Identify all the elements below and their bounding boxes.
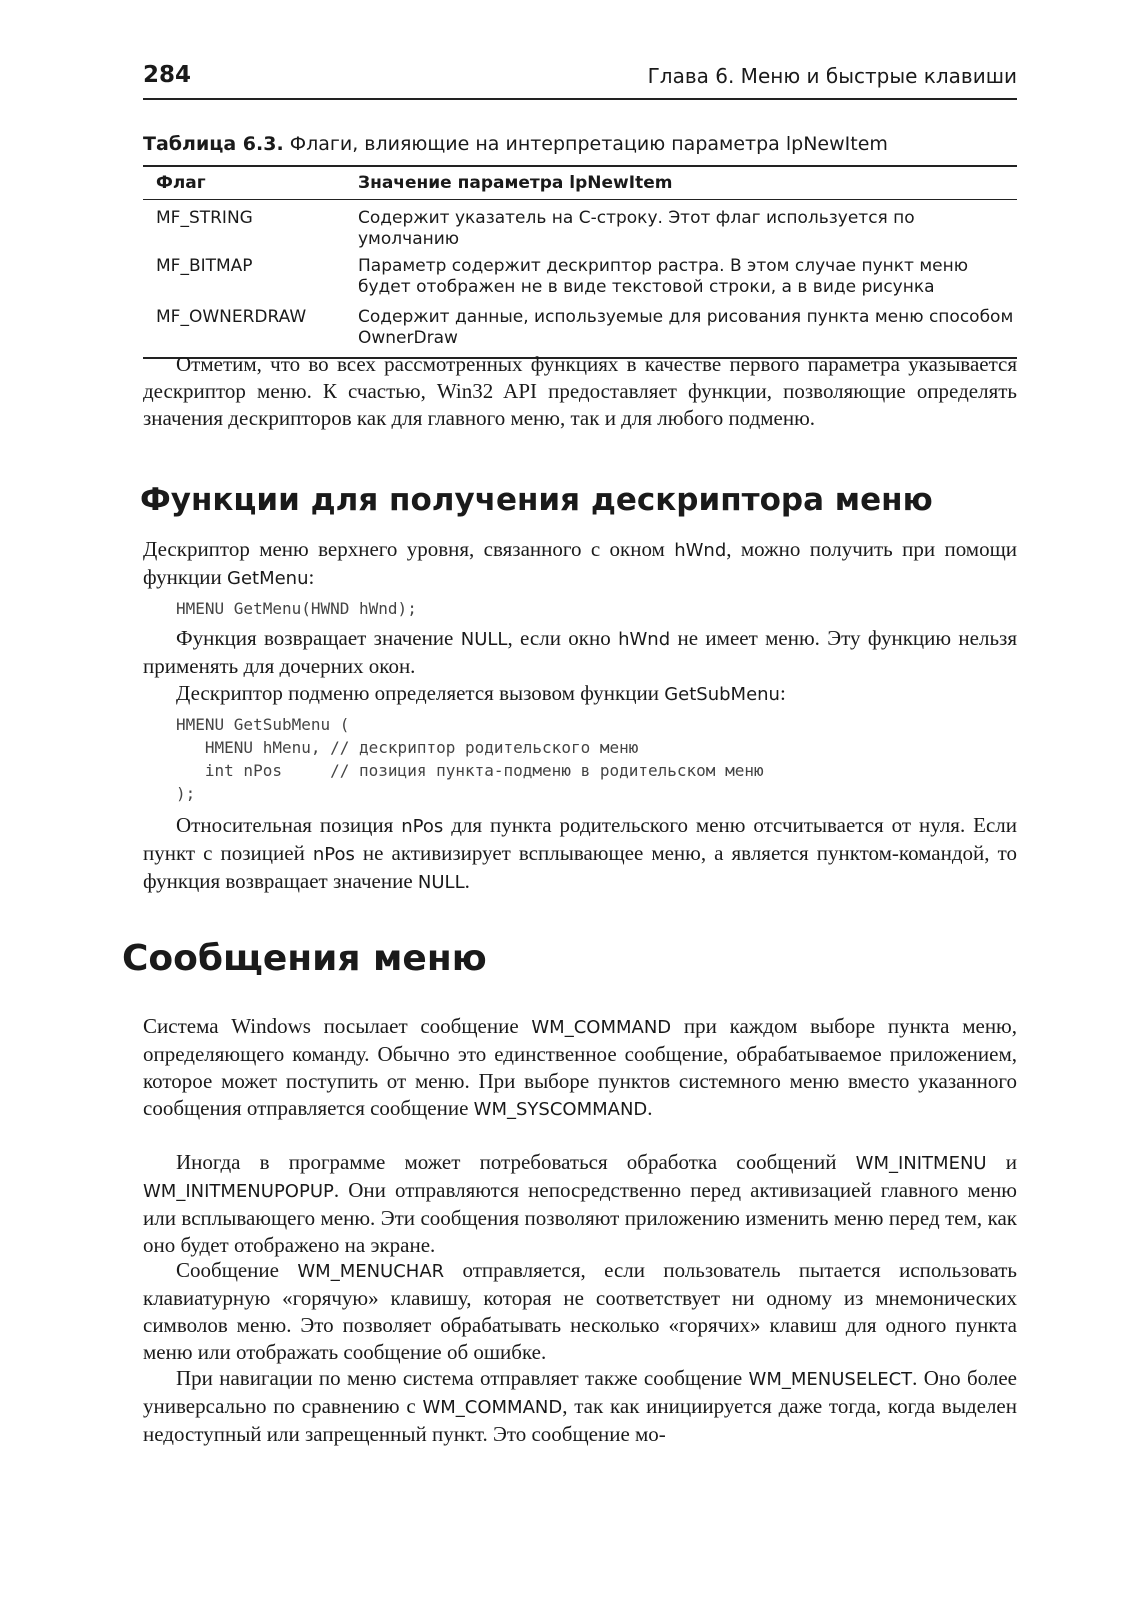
paragraph-wm-menuchar bbox=[143, 1257, 1017, 1366]
code-term: WM_MENUSELECT bbox=[748, 1369, 913, 1390]
code-term: NULL bbox=[460, 629, 508, 650]
paragraph-getmenu bbox=[143, 536, 1017, 592]
column-header-meaning: Значение параметра lpNewItem bbox=[345, 166, 1017, 200]
table-caption bbox=[143, 133, 888, 155]
text-run: Функция возвращает значение bbox=[176, 626, 461, 650]
chapter-heading: Сообщения меню bbox=[122, 938, 487, 979]
meaning-cell: Содержит данные, используемые для рисования пункта меню способом OwnerDraw bbox=[358, 307, 1014, 348]
paragraph-intro bbox=[143, 351, 1017, 432]
code-term: nPos bbox=[312, 844, 355, 865]
paragraph-wm-menuselect bbox=[143, 1365, 1017, 1448]
page-number: 284 bbox=[143, 62, 192, 88]
text-run: не имеет меню. Эту функцию нельзя применять для дочерних окон. bbox=[143, 626, 1018, 678]
paragraph-wm-command bbox=[143, 1013, 1017, 1123]
code-term: WM_SYSCOMMAND bbox=[473, 1099, 648, 1120]
text-run: Дескриптор подменю определяется вызовом функции bbox=[176, 681, 665, 705]
section-heading: Функции для получения дескриптора меню bbox=[140, 482, 933, 518]
code-term: GetMenu bbox=[227, 568, 309, 589]
text-run: Иногда в программе может потребоваться обработка сообщений bbox=[176, 1150, 856, 1174]
paragraph-npos bbox=[143, 812, 1017, 896]
text-run: . bbox=[647, 1096, 653, 1120]
text-run: : bbox=[308, 565, 315, 589]
page-header bbox=[143, 62, 1017, 100]
text-run: Дескриптор меню верхнего уровня, связанного с окном bbox=[143, 537, 675, 561]
table-header-row bbox=[143, 166, 1017, 200]
text-run: . bbox=[464, 869, 470, 893]
text-run: отправляется, если пользователь пытается использовать клавиатурную «горячую» клавишу, которая не соответствует ни одному из мнемонических символов меню. Это позволяет обрабатывать несколько «горячих» клавиш для одного пункта меню или отображать сообщение об ошибке. bbox=[143, 1258, 1018, 1364]
text-run: , если окно bbox=[507, 626, 619, 650]
code-term: GetSubMenu bbox=[664, 684, 780, 705]
text-run: при каждом выборе пункта меню, определяющего команду. Обычно это единственное сообщение, обрабатываемое приложением, которое может поступить от меню. При выборе пунктов системного меню вместо указанного сообщения отправляется сообщение bbox=[143, 1014, 1017, 1120]
code-term: hWnd bbox=[674, 540, 727, 561]
text-run: , можно получить при помощи функции bbox=[143, 537, 1018, 589]
table-caption-label: Таблица 6.3. bbox=[143, 133, 284, 155]
text-run: и bbox=[986, 1150, 1017, 1174]
table-row bbox=[143, 253, 1017, 304]
paragraph-getsubmenu bbox=[143, 680, 1017, 708]
flags-table bbox=[143, 165, 1017, 359]
code-term: nPos bbox=[401, 816, 444, 837]
paragraph-wm-initmenu bbox=[143, 1149, 1017, 1259]
meaning-cell: Содержит указатель на C-строку. Этот флаг используется по умолчанию bbox=[358, 208, 915, 249]
text-run: : bbox=[779, 681, 786, 705]
code-getmenu: HMENU GetMenu(HWND hWnd); bbox=[176, 599, 417, 618]
flag-cell: MF_STRING bbox=[156, 208, 253, 228]
text-run: . Оно более универсально по сравнению с bbox=[143, 1366, 1017, 1418]
table-row bbox=[143, 304, 1017, 358]
text-run: Сообщение bbox=[176, 1258, 298, 1282]
meaning-cell: Параметр содержит дескриптор растра. В этом случае пункт меню будет отображен не в виде текстовой строки, а в виде рисунка bbox=[358, 256, 969, 297]
code-term: WM_COMMAND bbox=[422, 1397, 563, 1418]
text-run: , так как инициируется даже тогда, когда выделен недоступный или запрещенный пункт. Это сообщение мо- bbox=[143, 1394, 1017, 1446]
table-row bbox=[143, 200, 1017, 254]
text-run: . Они отправляются непосредственно перед активизацией главного меню или всплывающего меню. Эти сообщения позволяют приложению изменить меню перед тем, как оно будет отображено на экране. bbox=[143, 1178, 1017, 1257]
flag-cell: MF_BITMAP bbox=[156, 256, 253, 276]
code-term: WM_INITMENUPOPUP bbox=[143, 1181, 334, 1202]
text-run: для пункта родительского меню отсчитывается от нуля. Если пункт с позицией bbox=[143, 813, 1018, 865]
running-title: Глава 6. Меню и быстрые клавиши bbox=[647, 64, 1017, 88]
text-run: При навигации по меню система отправляет также сообщение bbox=[176, 1366, 749, 1390]
text-run: Система Windows посылает сообщение bbox=[143, 1014, 532, 1038]
code-term: WM_MENUCHAR bbox=[297, 1261, 445, 1282]
code-term: WM_INITMENU bbox=[855, 1153, 987, 1174]
code-term: WM_COMMAND bbox=[531, 1017, 672, 1038]
text-run: Относительная позиция bbox=[176, 813, 402, 837]
paragraph-null bbox=[143, 625, 1017, 680]
code-getsubmenu: HMENU GetSubMenu ( HMENU hMenu, // дескриптор родительского меню int nPos // позиция пункта-подменю в родительском меню ); bbox=[176, 715, 764, 803]
code-term: NULL bbox=[417, 872, 465, 893]
paragraph-text: Отметим, что во всех рассмотренных функциях в качестве первого параметра указывается дескриптор меню. К счастью, Win32 API предоставляет функции, позволяющие определять значения дескрипторов как для главного меню, так и для любого подменю. bbox=[143, 352, 1017, 430]
code-term: hWnd bbox=[618, 629, 671, 650]
table-caption-text: Флаги, влияющие на интерпретацию параметра lpNewItem bbox=[283, 133, 888, 155]
column-header-flag: Флаг bbox=[143, 166, 345, 200]
text-run: не активизирует всплывающее меню, а является пунктом-командой, то функция возвращает значение bbox=[143, 841, 1017, 893]
flag-cell: MF_OWNERDRAW bbox=[156, 307, 307, 327]
